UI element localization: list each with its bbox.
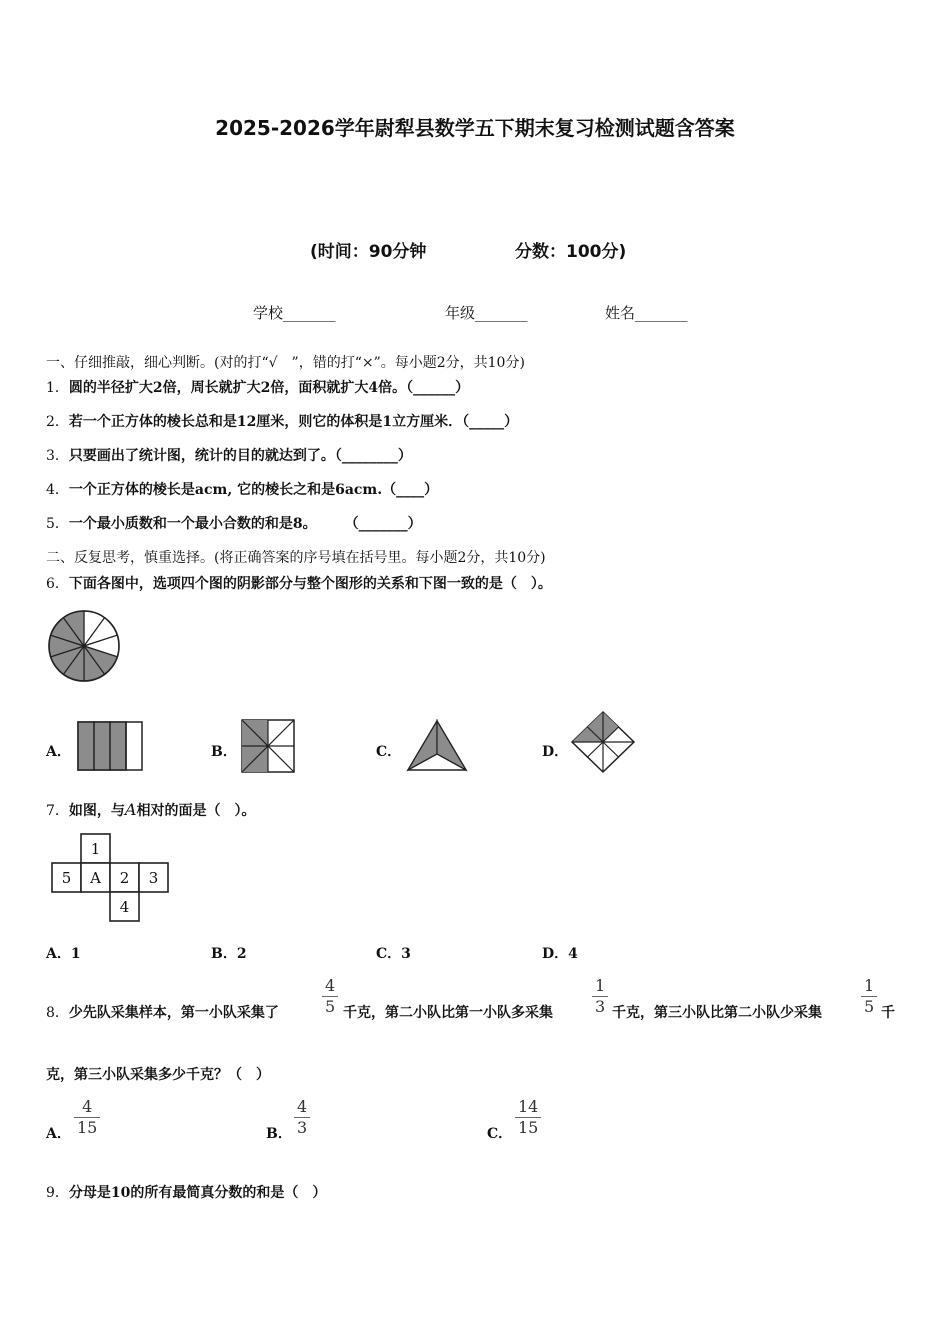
- question-text: 只要画出了统计图，统计的目的就达到了。（________）: [68, 448, 412, 464]
- fraction-denominator: 3: [297, 1118, 308, 1137]
- section2-heading: 二、反复思考，慎重选择。(将正确答案的序号填在括号里。每小题2分，共10分): [46, 550, 546, 566]
- option-c-triangle-figure: [405, 718, 469, 774]
- question-number: 8．: [46, 1005, 69, 1021]
- q8-option-c-label: C．: [487, 1126, 513, 1142]
- fraction-numerator: 1: [861, 976, 877, 997]
- question-8-part2: [343, 1002, 553, 1022]
- option-b-label: B．: [211, 744, 237, 760]
- question-number: 3．: [46, 448, 69, 464]
- net-label-5: 5: [61, 869, 72, 887]
- question-number: 2．: [46, 414, 69, 430]
- score-label: 分数：100分): [515, 242, 627, 262]
- net-label-2: 2: [119, 869, 130, 887]
- name-field: 姓名_______: [605, 304, 688, 322]
- fraction-numerator: 4: [74, 1097, 100, 1118]
- question-text-part2: 千克，第二小队比第一小队多采集: [343, 1005, 553, 1021]
- q8-option-b-fraction: [294, 1097, 310, 1138]
- question-text-after: 相对的面是（ ）。: [136, 803, 256, 819]
- question-1: [46, 377, 469, 397]
- question-text: 下面各图中，选项四个图的阴影部分与整个图形的关系和下图一致的是（ ）。: [68, 576, 552, 592]
- q8-option-c-fraction: [515, 1097, 541, 1138]
- grade-field: 年级_______: [445, 304, 528, 322]
- fraction-4-5: [322, 976, 338, 1017]
- q8-option-b-label: B．: [266, 1126, 292, 1142]
- net-label-3: 3: [148, 869, 159, 887]
- q7-option-d: D．4: [542, 946, 578, 962]
- question-2: [46, 411, 518, 431]
- q7-option-b: B．2: [211, 946, 247, 962]
- circle-figure: [46, 608, 122, 684]
- net-label-a: A: [90, 869, 101, 887]
- fraction-numerator: 14: [515, 1097, 541, 1118]
- question-text: 若一个正方体的棱长总和是12厘米，则它的体积是1立方厘米．（_____）: [68, 414, 519, 430]
- question-text: 一个最小质数和一个最小合数的和是8。 （_______）: [68, 516, 422, 532]
- q7-option-c: C．3: [376, 946, 411, 962]
- net-label-4: 4: [119, 898, 130, 916]
- cube-net-figure: [48, 832, 174, 926]
- question-text-before: 如图，与: [68, 803, 125, 819]
- question-number: 7．: [46, 803, 69, 819]
- question-number: 1．: [46, 380, 69, 396]
- question-text-part4: 千: [881, 1005, 895, 1021]
- question-9: [46, 1182, 326, 1202]
- school-field: 学校_______: [253, 304, 336, 322]
- question-text: 一个正方体的棱长是acm, 它的棱长之和是6acm.（____）: [68, 482, 439, 498]
- q7-option-a: A．1: [46, 946, 81, 962]
- fraction-numerator: 4: [322, 976, 338, 997]
- fraction-denominator: 15: [518, 1118, 539, 1137]
- page-title: 2025-2026学年尉犁县数学五下期末复习检测试题含答案: [215, 116, 735, 140]
- question-text-line2: 克，第三小队采集多少千克？（ ）: [46, 1067, 270, 1083]
- question-3: [46, 445, 412, 465]
- question-text: 分母是10的所有最简真分数的和是（ ）: [68, 1185, 327, 1201]
- question-text-part3: 千克，第三小队比第二小队少采集: [612, 1005, 822, 1021]
- letter-a: A: [124, 800, 137, 819]
- fraction-denominator: 3: [595, 997, 606, 1016]
- question-number: 6．: [46, 576, 69, 592]
- option-a-label: A．: [46, 744, 71, 760]
- fraction-numerator: 1: [592, 976, 608, 997]
- q8-option-a-fraction: [74, 1097, 100, 1138]
- question-5: [46, 513, 422, 533]
- question-4: [46, 479, 438, 499]
- question-number: 9．: [46, 1185, 69, 1201]
- question-number: 4．: [46, 482, 69, 498]
- question-text: 圆的半径扩大2倍，周长就扩大2倍，面积就扩大4倍。（______）: [68, 380, 470, 396]
- time-label: (时间：90分钟: [310, 242, 427, 262]
- option-c-label: C．: [376, 744, 402, 760]
- option-d-diamond-figure: [570, 710, 636, 774]
- fraction-1-5: [861, 976, 877, 1017]
- fraction-denominator: 5: [864, 997, 875, 1016]
- option-d-label: D．: [542, 744, 569, 760]
- question-number: 5．: [46, 516, 69, 532]
- question-8: [46, 1002, 279, 1022]
- question-8-part4: [881, 1002, 895, 1022]
- question-8-line2: [46, 1064, 270, 1084]
- question-6: [46, 573, 552, 593]
- section1-heading: 一、仔细推敲，细心判断。(对的打“√ ”，错的打“×”。每小题2分，共10分): [46, 355, 525, 371]
- q8-option-a-label: A．: [46, 1126, 71, 1142]
- question-7: [46, 800, 255, 820]
- fraction-1-3: [592, 976, 608, 1017]
- question-text-part1: 少先队采集样本，第一小队采集了: [68, 1005, 279, 1021]
- option-a-rectangle-figure: [76, 720, 144, 772]
- fraction-denominator: 5: [325, 997, 336, 1016]
- fraction-denominator: 15: [77, 1118, 98, 1137]
- option-b-square-figure: [240, 718, 296, 774]
- net-label-1: 1: [90, 840, 101, 858]
- question-8-part3: [612, 1002, 822, 1022]
- fraction-numerator: 4: [294, 1097, 310, 1118]
